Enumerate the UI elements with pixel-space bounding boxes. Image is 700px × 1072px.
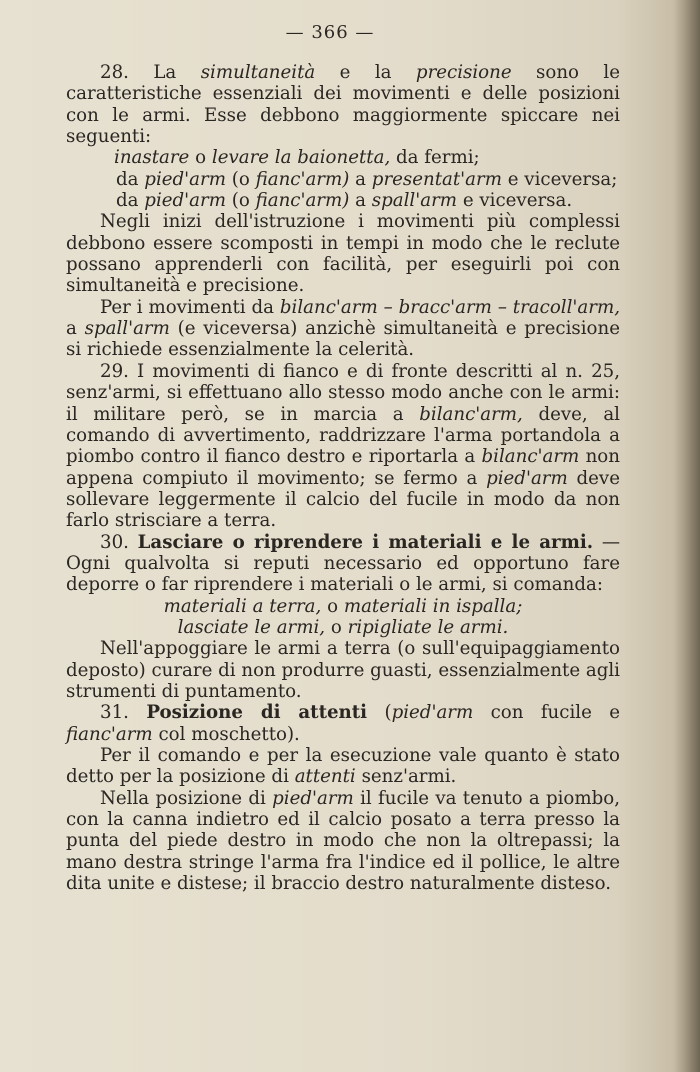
paragraph-number: 29. [100, 360, 129, 382]
section-title: Lasciare o riprendere i materiali e le armi. [137, 531, 594, 553]
page-number: — 366 — [285, 22, 375, 43]
text-run: senz'armi. [361, 766, 457, 788]
text-run: La [153, 62, 177, 83]
paragraph-number: 30. [100, 531, 129, 553]
paragraph-number: 31. [100, 702, 129, 724]
text-run: a [355, 190, 366, 212]
command-line [66, 190, 620, 211]
italic-term: pied'arm [144, 190, 226, 212]
italic-term: simultaneità [200, 62, 316, 83]
paragraph-31 [66, 702, 620, 745]
text-run: Nella posizione di [100, 787, 266, 809]
italic-term: bilanc'arm, [419, 403, 523, 425]
command-line [66, 147, 620, 168]
command-line [66, 617, 620, 638]
text-run: Per i movimenti da [100, 296, 274, 318]
italic-term: attenti [294, 766, 356, 788]
italic-term: inastare [114, 147, 190, 169]
italic-term: pied'arm [486, 467, 568, 489]
command-line [66, 596, 620, 617]
text-run: da fermi; [396, 147, 480, 169]
paragraph-negli: Negli inizi dell'istruzione i movimenti più complessi debbono essere scomposti in tempi in modo che le reclute possano apprenderli con facilità, per eseguirli poi con simultaneità e precisione. [66, 211, 620, 297]
text-run: deve, al comando di avvertimento, raddrizzare l'arma portandola a piombo contro il fianco destro e riportarla a [66, 403, 620, 468]
text-run: e la [339, 62, 392, 83]
italic-term: materiali in ispalla; [343, 595, 523, 617]
text-run: non appena compiuto il movimento; se fermo a [66, 446, 620, 489]
text-run: col moschetto). [158, 723, 300, 745]
paragraph-28 [66, 62, 620, 147]
italic-term: ripigliate le armi. [347, 616, 509, 638]
body-text [66, 62, 620, 894]
italic-term: fianc'arm) [255, 190, 350, 212]
paragraph-per-il-comando [66, 745, 620, 788]
text-run: da [116, 190, 139, 212]
text-run: da [116, 168, 139, 190]
italic-term: bilanc'arm – bracc'arm – tracoll'arm, [279, 296, 620, 318]
italic-term: lasciate le armi, [177, 616, 326, 638]
text-run: o [195, 147, 207, 169]
text-run: con fucile e [490, 702, 620, 724]
italic-term: materiali a terra, [163, 595, 322, 617]
paragraph-nell-appoggiare: Nell'appoggiare le armi a terra (o sull'equipaggiamento deposto) curare di non produrre guasti, essenzialmente agli strumenti di puntamento. [66, 638, 620, 702]
paragraph-per-i-movimenti [66, 297, 620, 361]
paragraph-29 [66, 361, 620, 532]
italic-term: fianc'arm [66, 723, 153, 745]
page-edge-shadow [674, 0, 700, 1072]
command-line [66, 169, 620, 190]
italic-term: fianc'arm) [255, 168, 350, 190]
paragraph-30 [66, 532, 620, 596]
text-run: (o [231, 168, 250, 190]
text-run: a [66, 318, 77, 340]
italic-term: spall'arm [84, 318, 170, 340]
section-title: Posizione di attenti [146, 702, 368, 724]
text-run: (e viceversa) anzichè simultaneità e precisione si richiede essenzialmente la celerità. [66, 318, 620, 361]
paragraph-nella-posizione [66, 788, 620, 895]
italic-term: spall'arm [371, 190, 458, 212]
text-run: o [330, 616, 342, 638]
italic-term: presentat'arm [371, 168, 502, 190]
text-run: e viceversa. [462, 190, 573, 212]
text-run: — Ogni qualvolta si reputi necessario ed opportuno fare deporre o far riprendere i materiali o le armi, si comanda: [66, 531, 620, 596]
text-run: il fucile va tenuto a piombo, con la canna indietro ed il calcio posato a terra presso la punta del piede destro in modo che non la oltrepassi; la mano destra stringe l'arma fra l'indice ed il pollice, le altre dita unite e distese; il braccio destro naturalmente disteso. [66, 787, 620, 895]
italic-term: bilanc'arm [481, 446, 580, 468]
text-run: Per il comando e per la esecuzione vale quanto è stato detto per la posizione di [66, 745, 620, 788]
text-run: deve sollevare leggermente il calcio del fucile in modo da non farlo strisciare a terra. [66, 467, 620, 532]
italic-term: levare la baionetta, [211, 147, 391, 169]
text-run: ( [384, 702, 392, 724]
text-run: a [355, 168, 366, 190]
text-run: sono le caratteristiche essenziali dei movimenti e delle posizioni con le armi. Esse debbono maggiormente spiccare nei seguenti: [66, 62, 620, 148]
text-run: (o [231, 190, 250, 212]
paragraph-number: 28. [100, 62, 129, 83]
italic-term: pied'arm [144, 168, 226, 190]
text-run: I movimenti di fianco e di fronte descritti al n. 25, senz'armi, si effettuano allo stesso modo anche con le armi: il militare però, se in marcia a [66, 360, 620, 425]
text-run: o [327, 595, 339, 617]
italic-term: precisione [415, 62, 512, 83]
italic-term: pied'arm [272, 787, 354, 809]
italic-term: pied'arm [391, 702, 474, 724]
text-run: e viceversa; [507, 168, 618, 190]
